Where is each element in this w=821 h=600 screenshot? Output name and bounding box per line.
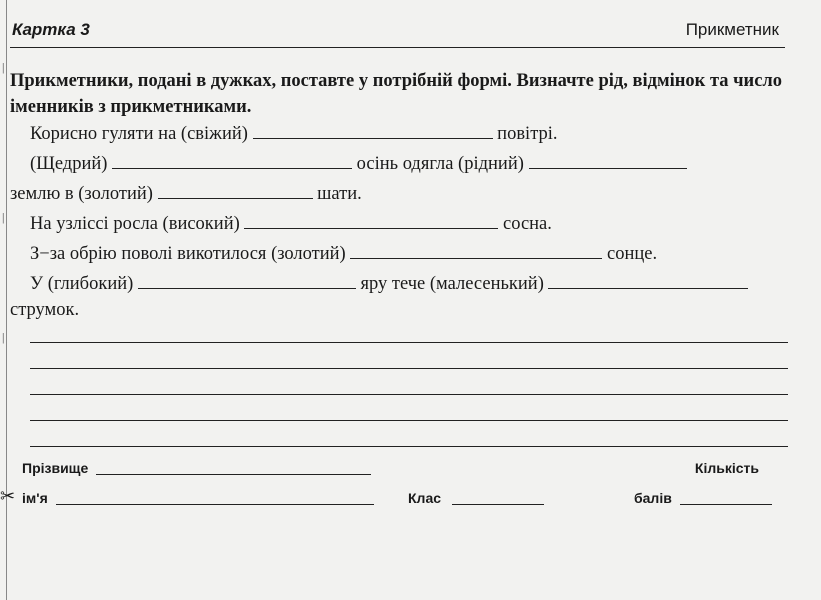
surname-label: Прізвище: [22, 460, 89, 476]
gutter-mark: |: [2, 330, 5, 344]
answer-line[interactable]: [30, 446, 788, 447]
sentence-2-cont: [10, 182, 362, 205]
card-title: Картка 3: [12, 20, 90, 39]
answer-line[interactable]: [30, 420, 788, 421]
sentence-text: Корисно гуляти на (свіжий): [30, 124, 248, 144]
score-label-top: Кількість: [694, 460, 759, 476]
answer-blank[interactable]: [244, 212, 498, 229]
page-edge: [6, 0, 7, 600]
sentence-5-cont: [10, 300, 79, 321]
sentence-text: сонце.: [606, 244, 658, 264]
sentence-text: струмок.: [10, 300, 80, 320]
sentence-text: повітрі.: [497, 124, 558, 144]
scissors-icon: ✂: [0, 486, 16, 506]
answer-line[interactable]: [30, 394, 788, 395]
sentence-text: З−за обрію поволі викотилося (золотий): [30, 244, 346, 264]
task-instruction: Прикметники, подані в дужках, поставте у потрібній формі. Визначте рід, відмінок та число іменників з прикметниками.: [10, 71, 783, 117]
sentence-2: [30, 152, 687, 175]
answer-blank[interactable]: [548, 272, 748, 289]
sentence-text: На узліссі росла (високий): [30, 214, 240, 234]
answer-line[interactable]: [30, 342, 788, 343]
answer-line[interactable]: [30, 368, 788, 369]
answer-blank[interactable]: [253, 122, 493, 139]
sentence-5: [30, 272, 748, 295]
gutter-mark: |: [2, 210, 5, 224]
answer-blank[interactable]: [158, 182, 313, 199]
score-field[interactable]: [680, 504, 772, 505]
sentence-text: сосна.: [503, 214, 552, 234]
sentence-text: осінь одягла (рідний): [356, 154, 524, 174]
sentence-3: [30, 212, 552, 235]
class-label: Клас: [408, 490, 442, 506]
answer-blank[interactable]: [112, 152, 352, 169]
sentence-1: [30, 122, 558, 145]
answer-blank[interactable]: [350, 242, 602, 259]
sentence-text: яру тече (малесенький): [360, 274, 544, 294]
name-label: ім'я: [22, 490, 48, 506]
sentence-text: шати.: [317, 184, 362, 204]
sentence-text: У (глибокий): [30, 274, 134, 294]
name-field[interactable]: [56, 504, 374, 505]
class-field[interactable]: [452, 504, 544, 505]
sentence-4: [30, 242, 657, 265]
answer-blank[interactable]: [138, 272, 356, 289]
gutter-mark: |: [2, 60, 5, 74]
header-rule: [10, 47, 785, 48]
subject-title: Прикметник: [685, 20, 779, 39]
sentence-text: (Щедрий): [30, 154, 108, 174]
score-label-bottom: балів: [634, 490, 672, 506]
sentence-text: землю в (золотий): [10, 184, 153, 204]
answer-blank[interactable]: [529, 152, 687, 169]
surname-field[interactable]: [96, 474, 371, 475]
